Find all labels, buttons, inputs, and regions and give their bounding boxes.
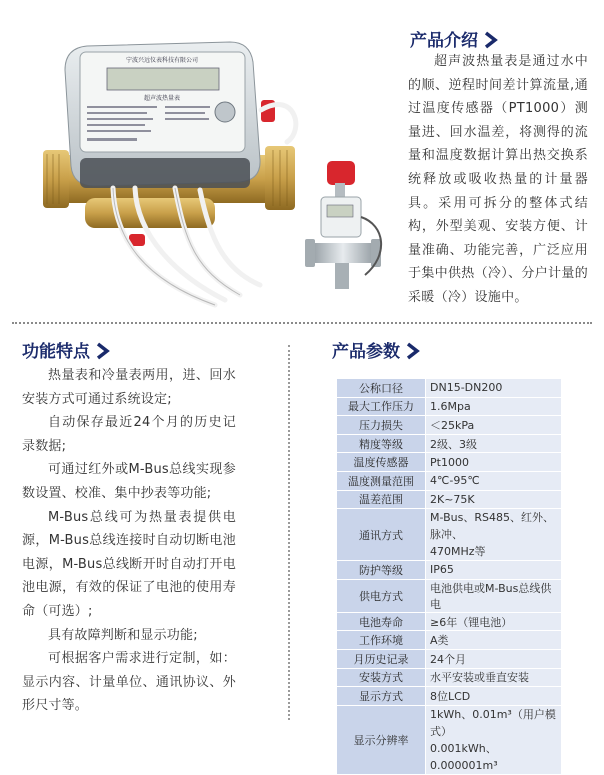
- table-row: 电池寿命 ≥6年（锂电池）: [337, 612, 562, 631]
- vertical-divider: [288, 345, 290, 720]
- table-row: 压力损失 ＜25kPa: [337, 416, 562, 435]
- feature-item: 具有故障判断和显示功能;: [48, 627, 198, 643]
- table-row: 供电方式 电池供电或M-Bus总线供电: [337, 579, 562, 612]
- feature-item: 可通过红外或M-Bus总线实现参数设置、校准、集中抄表等功能;: [22, 462, 236, 501]
- intro-text: 超声波热量表是通过水中的顺、逆程时间差计算流量,通过温度传感器（PT1000）测量进、回水温差，将测得的流量和温度数据计算出热交换系统释放或吸收热量的计量器具。采用可拆分的整体式结构，外型美观、安装方便、计量准确、功能完善，广泛应用于集中供热（冷）、分户计量的采暖（冷）设施中。: [408, 54, 588, 305]
- table-row: 温度传感器 Pt1000: [337, 453, 562, 472]
- table-row: 温差范围 2K~75K: [337, 490, 562, 509]
- horizontal-divider: [12, 322, 592, 324]
- table-row: 温度测量范围 4℃-95℃: [337, 471, 562, 490]
- params-title: 产品参数: [332, 337, 420, 365]
- meter-model: 超声波热量表: [143, 95, 181, 102]
- table-row: 最大工作压力 1.6Mpa: [337, 397, 562, 416]
- table-row: 月历史记录 24个月: [337, 649, 562, 668]
- feature-item: 自动保存最近24个月的历史记录数据;: [22, 415, 236, 454]
- table-row: 工作环境 A类: [337, 631, 562, 650]
- table-row: 公称口径 DN15-DN200: [337, 379, 562, 398]
- heat-meter-photo: [25, 30, 325, 315]
- table-row: 精度等级 2级、3级: [337, 434, 562, 453]
- table-row: 防护等级 IP65: [337, 561, 562, 580]
- chevron-right-icon: [96, 342, 110, 365]
- chevron-right-icon: [406, 342, 420, 365]
- table-row: 显示分辨率 1kWh、0.01m³（用户模式） 0.001kWh、0.000001m³: [337, 705, 562, 774]
- feature-item: M-Bus总线可为热量表提供电源，M-Bus总线连接时自动切断电池电源，M-Bus总线断开时自动打开电池电源，有效的保证了电池的使用寿命（可选）;: [22, 509, 236, 619]
- feature-item: 可根据客户需求进行定制，如：显示内容、计量单位、通讯协议、外形尺寸等。: [22, 651, 236, 714]
- intro-title: 产品介绍: [410, 26, 498, 54]
- feature-item: 热量表和冷量表两用，进、回水安装方式可通过系统设定;: [22, 368, 236, 407]
- table-row: 安装方式 水平安装或垂直安装: [337, 668, 562, 687]
- features-title: 功能特点: [22, 337, 110, 365]
- sensor-valve-photo: [305, 145, 395, 295]
- table-row: 显示方式 8位LCD: [337, 687, 562, 706]
- features-list: [22, 364, 236, 718]
- params-table: [336, 378, 562, 775]
- meter-brand: 宁波兴远仪表科技有限公司: [125, 57, 199, 64]
- table-row: 通讯方式 M-Bus、RS485、红外、脉冲、 470MHz等: [337, 509, 562, 561]
